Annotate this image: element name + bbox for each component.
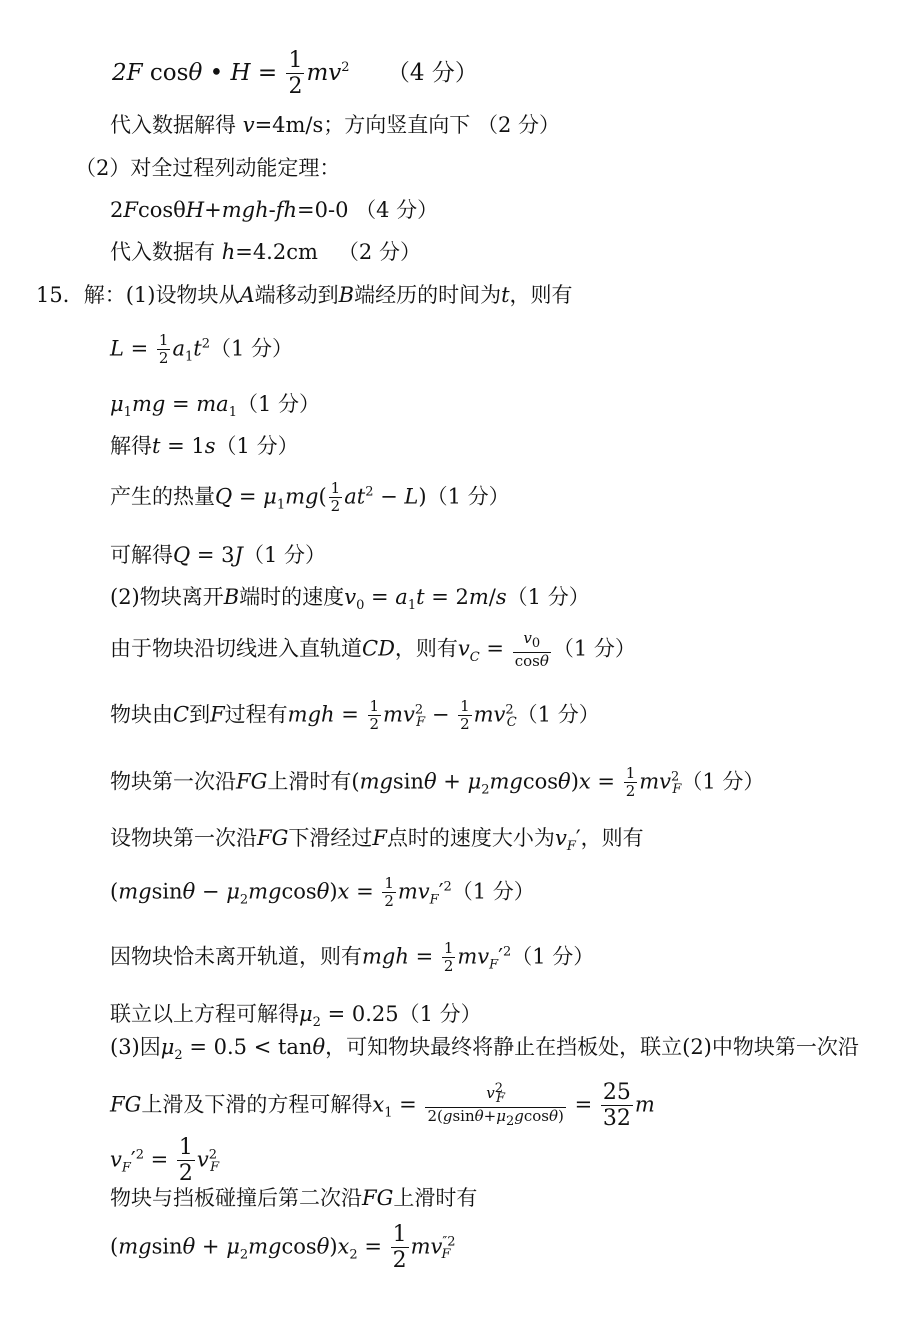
equation-line: 产生的热量$Q = \mu_1mg$( $\frac{1}{2}$ $at^2 - L)(1$ 分） [110,479,510,516]
text-line: 代入数据有 h=4.2cm （2 分） [110,240,421,264]
text-line: （2）对全过程列动能定理： [75,156,341,180]
equation-line: 因物块恰未离开轨道，则有mgh = $\frac{1}{2}$ $mv_F'^2(1$ 分） [110,939,595,976]
text-line: 2FcosθH+mgh-fh=0-0 （4 分） [110,198,439,222]
equation-line: $(mgsin\theta + \mu_2mgcos\theta)x_2$ = $\frac{1}{2}$ $mv^{''2}_F$ [110,1222,456,1274]
equation-line: 物块第一次沿FG上滑时有$(mgsin\theta + \mu_2mgcos\theta)x$ = $\frac{1}{2}$ $mv^2_F(1$ 分） [110,764,765,801]
equation-line: 2F cosθ • H = $\frac{1}{2}$ $mv^2$ （4 分） [112,48,478,100]
equation-line: $\mu_1mg = ma_1(1$ 分） [110,392,321,421]
problem-heading: 15．解：(1)设物块从A端移动到B端经历的时间为t，则有 [36,283,573,307]
equation-line: 设物块第一次沿FG下滑经过F点时的速度大小为$v_F'$，则有 [110,826,644,855]
equation-line: 物块由C到F过程有mgh = $\frac{1}{2}$ $mv^2_F$ − $\frac{1}{2}$ $mv^2_C(1$ 分） [110,697,600,734]
equation-line: (2)物块离开B端时的速度$v_0 = a_1t = 2m/s(1$ 分） [110,585,590,614]
equation-line: 物块与挡板碰撞后第二次沿FG上滑时有 [110,1186,478,1210]
equation-line: $v_F'^2$ = $\frac{1}{2}$ $v^2_F$ [110,1135,220,1187]
equation-line: 联立以上方程可解得$\mu_2 = 0.25(1$ 分） [110,1002,482,1031]
equation-line: (3)因$\mu_2 = 0.5 < \tan\theta$，可知物块最终将静止在挡板处，联立(2)中物块第一次沿 [110,1035,859,1064]
text-line: 代入数据解得 v=4m/s；方向竖直向下 （2 分） [110,113,560,137]
equation-line: FG上滑及下滑的方程可解得$x_1$ = $\frac{v^2_F}{2(gsin\theta+\mu_2gcos\theta)}$ = $\frac{25}{32}$ m [110,1080,655,1132]
equation-line: 解得t = 1s（1 分） [110,434,299,458]
equation-line: 可解得Q = 3J（1 分） [110,543,326,567]
equation-line: L = $\frac{1}{2}$ $a_1t^2(1$ 分） [110,331,294,368]
equation-line: 由于物块沿切线进入直轨道CD，则有$v_C$ = $\frac{v_0}{\cos\theta}$ （1 分） [110,629,636,670]
equation-line: $(mgsin\theta - \mu_2mgcos\theta)x$ = $\frac{1}{2}$ $mv_F'^2(1$ 分） [110,874,535,911]
